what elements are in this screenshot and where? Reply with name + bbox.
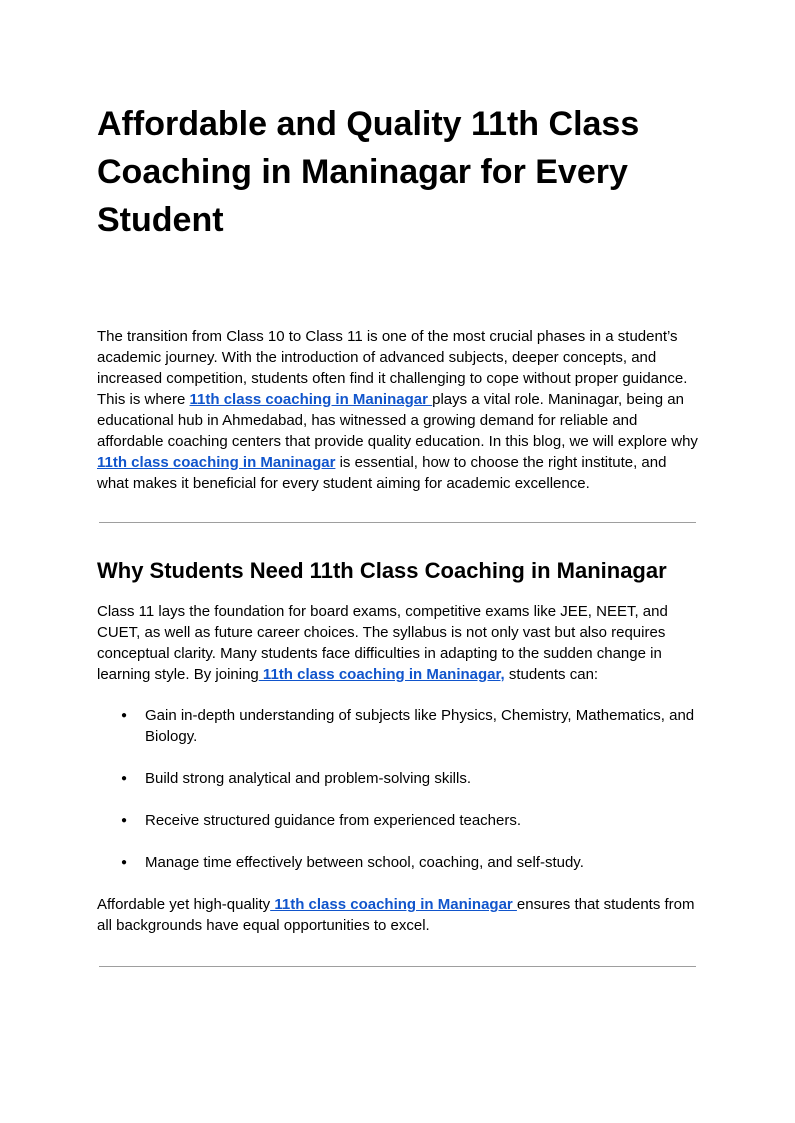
document-title: Affordable and Quality 11th Class Coaching in Maninagar for Every Student [97, 105, 640, 239]
inline-link[interactable]: 11th class coaching in Maninagar [270, 896, 517, 913]
text-run: is essential, how to choose the right institute, and what makes it beneficial for every student aiming for academic excellence. [97, 454, 667, 492]
intro-paragraph [97, 326, 698, 494]
list-item: ● Receive structured guidance from experienced teachers. [121, 810, 698, 831]
section-paragraph [97, 601, 698, 685]
text-run: plays a vital role. Maninagar, being an educational hub in Ahmedabad, has witnessed a growing demand for reliable and affordable coaching centers that provide quality education. In this blog, we will explore why [97, 391, 698, 450]
text-run: Class 11 lays the foundation for board exams, competitive exams like JEE, NEET, and CUET, as well as future career choices. The syllabus is not only vast but also requires conceptual clarity. Many students face difficulties in adapting to the sudden change in learning style. By joining [97, 603, 668, 683]
text-run: Affordable yet high-quality [97, 896, 271, 913]
section-heading: Why Students Need 11th Class Coaching in Maninagar [97, 558, 667, 583]
list-item: ● Manage time effectively between school, coaching, and self-study. [121, 852, 698, 873]
text-run: students can: [504, 666, 599, 683]
text-run: ensures that students from all backgrounds have equal opportunities to excel. [97, 896, 695, 934]
list-item: ● Gain in-depth understanding of subjects like Physics, Chemistry, Mathematics, and Biology. [121, 705, 698, 747]
section-divider-bottom [99, 966, 696, 967]
inline-link[interactable]: 11th class coaching in Maninagar [97, 454, 336, 471]
inline-link[interactable]: 11th class coaching in Maninagar, [258, 666, 505, 683]
list-item: ● Build strong analytical and problem-solving skills. [121, 768, 698, 789]
benefits-list [97, 705, 698, 873]
text-run: The transition from Class 10 to Class 11 is one of the most crucial phases in a student’s academic journey. With the introduction of advanced subjects, deeper concepts, and increased competition, students often find it challenging to cope without proper guidance. This is where [97, 328, 688, 408]
section-divider-top [99, 522, 696, 523]
inline-link[interactable]: 11th class coaching in Maninagar [189, 391, 433, 408]
closing-paragraph [97, 894, 698, 936]
